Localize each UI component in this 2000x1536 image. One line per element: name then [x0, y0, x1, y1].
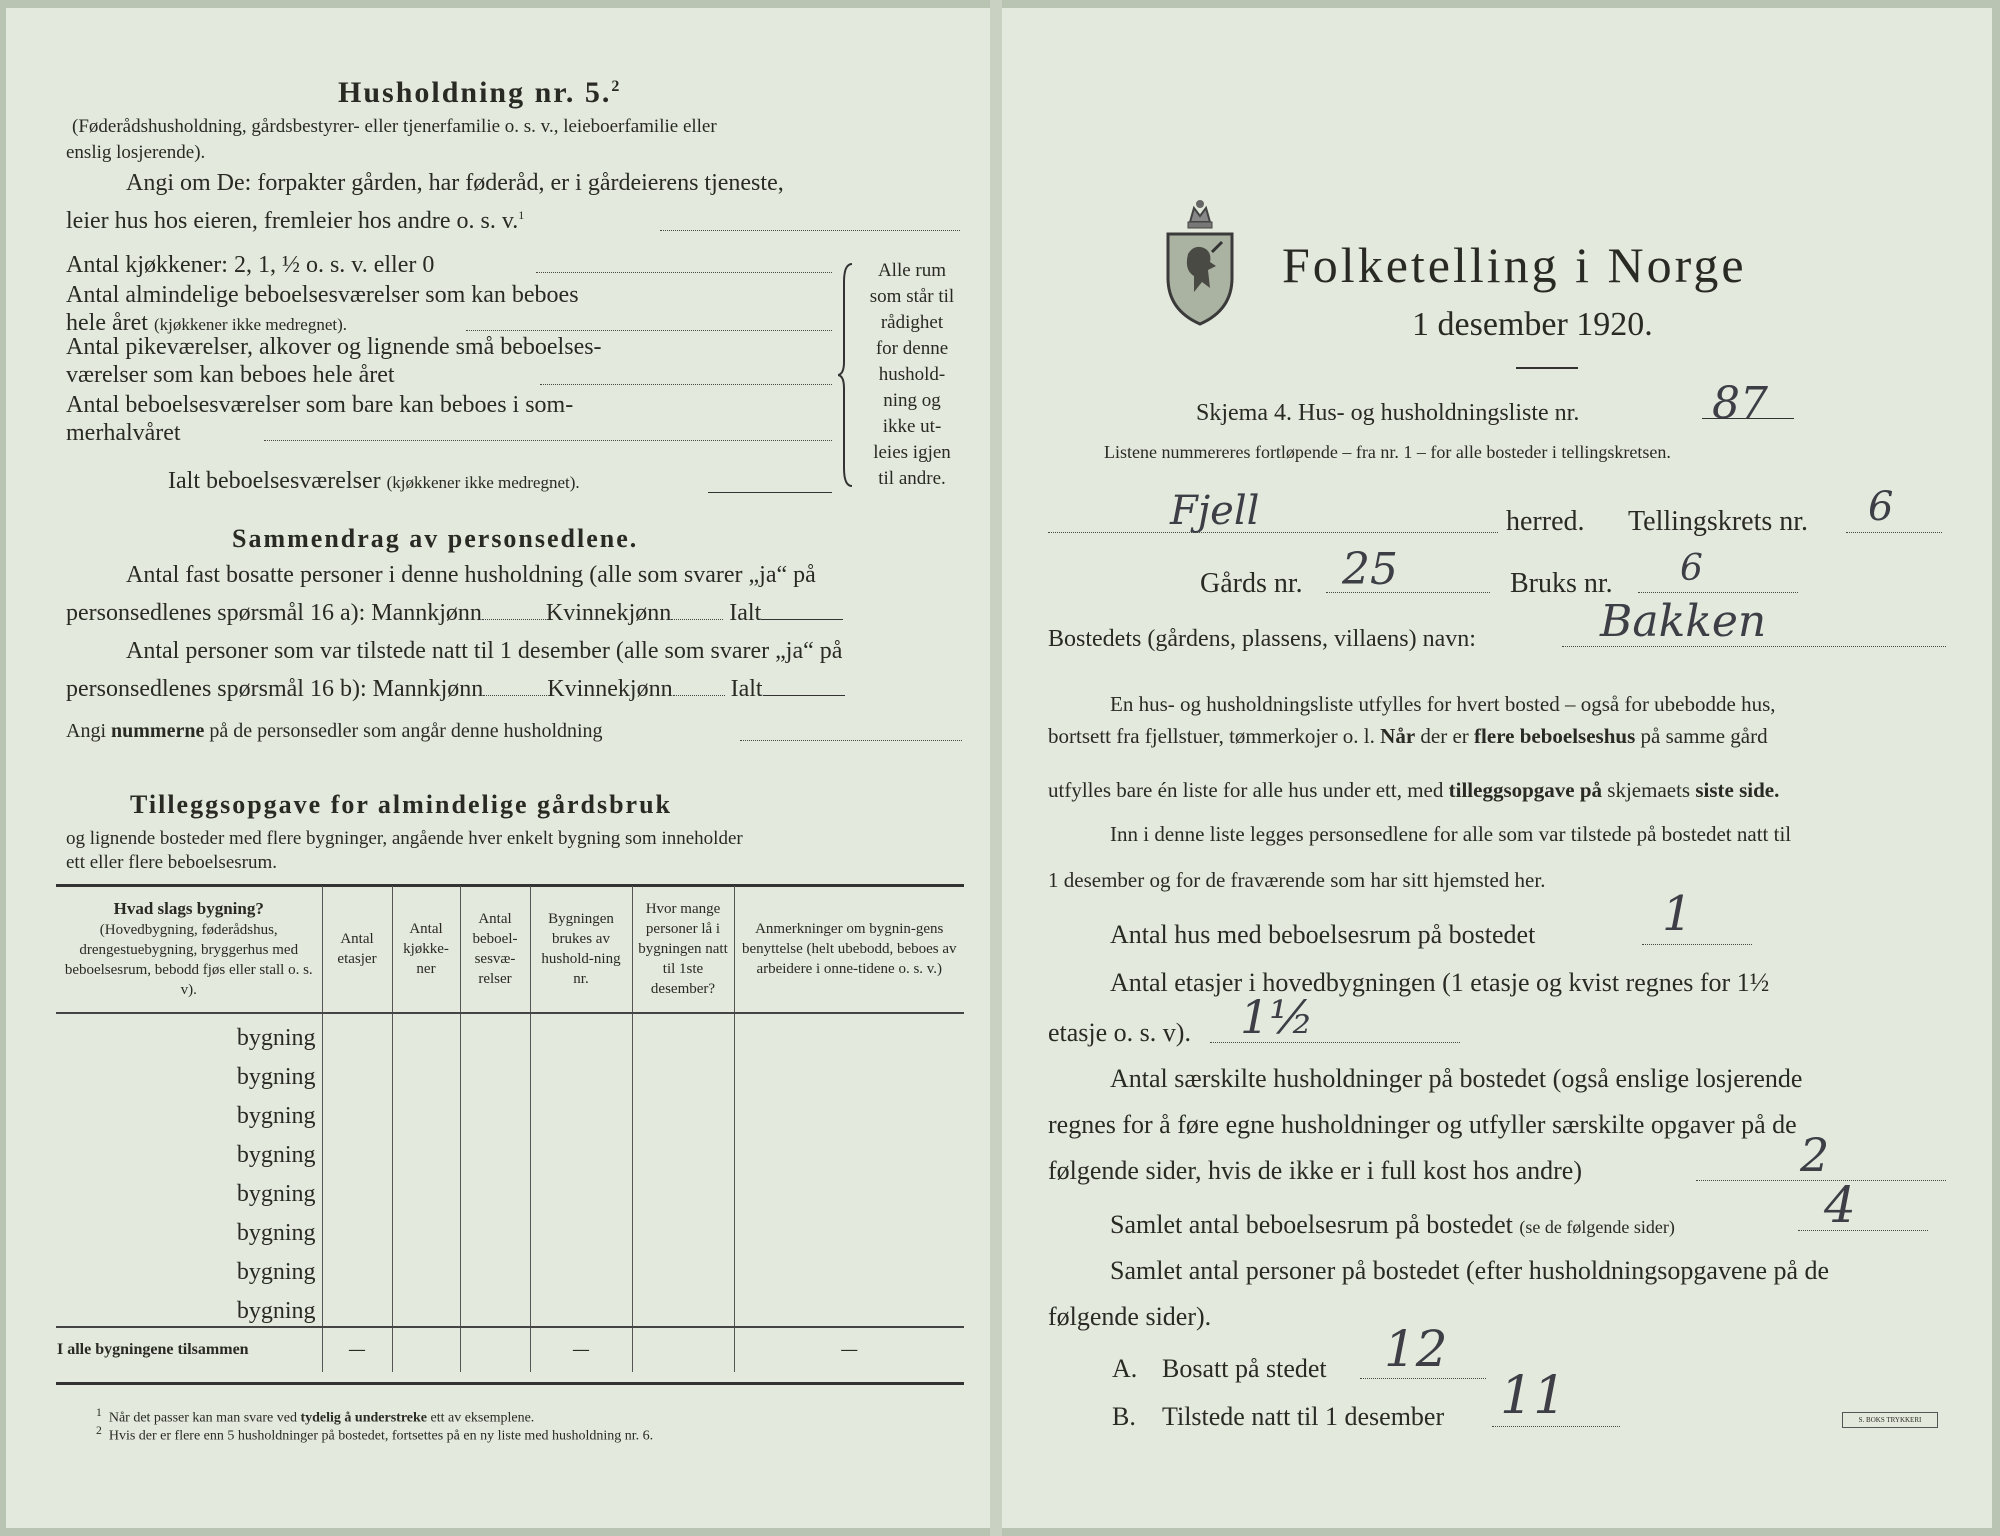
- saer-value: 2: [1800, 1128, 1830, 1182]
- table-row[interactable]: bygning: [56, 1170, 964, 1209]
- title-divider: [1516, 367, 1578, 369]
- skjema-label: Skjema 4. Hus- og husholdningsliste nr.: [1196, 400, 1580, 426]
- samlet-pers-label-1: Samlet antal personer på bostedet (efter husholdningsopgavene på de: [1110, 1256, 1830, 1285]
- b-value: 11: [1500, 1366, 1567, 1426]
- samlet-pers-label-2: følgende sider).: [1048, 1302, 1212, 1331]
- a-label: A.: [1112, 1354, 1138, 1383]
- alm-line[interactable]: [466, 330, 832, 331]
- tillegg-heading: Tilleggsopgave for almindelige gårdsbruk: [130, 790, 673, 819]
- nummerne-line[interactable]: [740, 740, 962, 741]
- instr-p1-1: En hus- og husholdningsliste utfylles for hvert bosted – også for ubebodde hus,: [1110, 692, 1776, 716]
- alm-label-1: Antal almindelige beboelsesværelser som kan beboes: [66, 282, 579, 308]
- table-row[interactable]: bygning: [56, 1013, 964, 1053]
- pike-line[interactable]: [540, 384, 832, 385]
- building-table: [56, 886, 964, 1372]
- sommer-line[interactable]: [264, 440, 832, 441]
- summary-heading: Sammendrag av personsedlene.: [232, 524, 639, 553]
- census-date: 1 desember 1920.: [1412, 306, 1653, 343]
- ialt-rooms-line[interactable]: [708, 492, 832, 493]
- etasjer-label-2: etasje o. s. v).: [1048, 1018, 1191, 1047]
- table-bottom-rule: [56, 1382, 964, 1385]
- total-label: I alle bygningene tilsammen: [56, 1327, 322, 1372]
- a-text: Bosatt på stedet: [1162, 1354, 1327, 1383]
- col-header-anmerkninger: Anmerkninger om bygnin-gens benyttelse (helt ubebodd, beboes av arbeidere i onne-tidene o. s. v.): [734, 886, 964, 1013]
- tillegg-text-2: ett eller flere beboelsesrum.: [66, 852, 278, 873]
- alm-label-2: hele året (kjøkkener ikke medregnet).: [66, 310, 347, 336]
- herred-value: Fjell: [1170, 488, 1260, 534]
- kjokkener-label: Antal kjøkkener: 2, 1, ½ o. s. v. eller 0: [66, 252, 435, 278]
- table-row[interactable]: bygning: [56, 1248, 964, 1287]
- instr-p2-2: 1 desember og for de fraværende som har sitt hjemsted her.: [1048, 868, 1546, 892]
- samlet-rum-label: Samlet antal beboelsesrum på bostedet (se de følgende sider): [1110, 1210, 1675, 1239]
- bruks-label: Bruks nr.: [1510, 568, 1613, 599]
- gards-label: Gårds nr.: [1200, 568, 1303, 599]
- table-row[interactable]: bygning: [56, 1092, 964, 1131]
- krets-line[interactable]: [1846, 532, 1942, 533]
- fast-line-1: Antal fast bosatte personer i denne husholdning (alle som svarer „ja“ på: [126, 562, 816, 588]
- a-value: 12: [1384, 1320, 1448, 1378]
- col-header-kjokkener: Antal kjøkke-ner: [392, 886, 460, 1013]
- tilstede-line-2: personsedlenes spørsmål 16 b): Mannkjønn Kvinnekjønn Ialt: [66, 676, 845, 703]
- col-header-type: Hvad slags bygning? (Hovedbygning, føderådshus, drengestuebygning, bryggerhus med beboelsesrum, bebodd fjøs eller stall o. s. v).: [56, 886, 322, 1013]
- sommer-label-1: Antal beboelsesværelser som bare kan beboes i som-: [66, 392, 574, 418]
- herred-label: herred.: [1506, 506, 1585, 537]
- saer-label-3: følgende sider, hvis de ikke er i full kost hos andre): [1048, 1156, 1582, 1185]
- table-row[interactable]: bygning: [56, 1053, 964, 1092]
- bosted-value: Bakken: [1600, 596, 1767, 647]
- etasjer-value: 1½: [1240, 990, 1314, 1044]
- kjokkener-line[interactable]: [536, 272, 832, 273]
- saer-label-1: Antal særskilte husholdninger på bostedet (også enslige losjerende: [1110, 1064, 1803, 1093]
- footnote-1: $^1$ Når det passer kan man svare ved tydelig å understreke ett av eksemplene.: [96, 1406, 535, 1426]
- page-gutter: [990, 0, 1002, 1536]
- instr-p1-2: bortsett fra fjellstuer, tømmerkojer o. l. Når der er flere beboelseshus på samme gård: [1048, 724, 1768, 748]
- household-title: Husholdning nr. 5.$^2$: [338, 76, 622, 109]
- angi-answer-line[interactable]: [660, 230, 960, 231]
- ialt-rooms-label: Ialt beboelsesværelser (kjøkkener ikke medregnet).: [168, 468, 580, 494]
- a-line[interactable]: [1360, 1378, 1486, 1379]
- household-subtitle-2: enslig losjerende).: [66, 142, 206, 163]
- instr-p2-1: Inn i denne liste legges personsedlene for alle som var tilstede på bostedet natt til: [1110, 822, 1792, 846]
- samlet-rum-line[interactable]: [1798, 1230, 1928, 1231]
- footnote-2: $^2$ Hvis der er flere enn 5 husholdninger på bostedet, fortsettes på en ny liste med husholdning nr. 6.: [96, 1424, 654, 1444]
- census-title: Folketelling i Norge: [1282, 237, 1747, 293]
- table-row[interactable]: bygning: [56, 1209, 964, 1248]
- household-subtitle-1: (Føderådshusholdning, gårdsbestyrer- eller tjenerfamilie o. s. v., leieboerfamilie eller: [72, 116, 717, 137]
- curly-brace: [838, 262, 858, 488]
- pike-label-2: værelser som kan beboes hele året: [66, 362, 395, 388]
- norway-coat-of-arms-icon: [1160, 192, 1240, 328]
- angi-line-1: Angi om De: forpakter gården, har føderåd, er i gårdeierens tjeneste,: [126, 170, 784, 196]
- side-note: Alle rum som står til rådighet for denne hushold- ning og ikke ut- leies igjen til andre.: [869, 260, 955, 489]
- table-row[interactable]: bygning: [56, 1287, 964, 1327]
- sommer-label-2: merhalvåret: [66, 420, 181, 446]
- pike-label-1: Antal pikeværelser, alkover og lignende små beboelses-: [66, 334, 602, 360]
- instr-p1-3: utfylles bare én liste for alle hus under ett, med tilleggsopgave på skjemaets siste side.: [1048, 778, 1780, 802]
- krets-value: 6: [1868, 484, 1894, 530]
- samlet-rum-value: 4: [1824, 1176, 1856, 1234]
- bosted-label: Bostedets (gårdens, plassens, villaens) navn:: [1048, 626, 1476, 652]
- b-text: Tilstede natt til 1 desember: [1162, 1402, 1445, 1431]
- bruks-line[interactable]: [1638, 592, 1798, 593]
- etasjer-label-1: Antal etasjer i hovedbygningen (1 etasje og kvist regnes for 1½: [1110, 968, 1770, 997]
- bruks-value: 6: [1680, 548, 1703, 589]
- b-label: B.: [1112, 1402, 1136, 1431]
- table-row[interactable]: bygning: [56, 1131, 964, 1170]
- tillegg-text-1: og lignende bosteder med flere bygninger, angående hver enkelt bygning som inneholder: [66, 828, 743, 849]
- angi-line-2: leier hus hos eieren, fremleier hos andre o. s. v.$^1$: [66, 208, 525, 234]
- gards-value: 25: [1342, 544, 1398, 595]
- col-header-etasjer: Antal etasjer: [322, 886, 392, 1013]
- tilstede-line-1: Antal personer som var tilstede natt til 1 desember (alle som svarer „ja“ på: [126, 638, 843, 664]
- saer-label-2: regnes for å føre egne husholdninger og utfyller særskilte opgaver på de: [1048, 1110, 1797, 1139]
- col-header-personer: Hvor mange personer lå i bygningen natt til 1ste desember?: [632, 886, 734, 1013]
- krets-label: Tellingskrets nr.: [1628, 506, 1809, 537]
- angi-nummerne: Angi nummerne på de personsedler som angår denne husholdning: [66, 720, 603, 742]
- col-header-beboelsesvaerelser: Antal beboel-sesvæ-relser: [460, 886, 530, 1013]
- fast-line-2: personsedlenes spørsmål 16 a): Mannkjønn Kvinnekjønn Ialt: [66, 600, 843, 627]
- col-header-husholdning: Bygningen brukes av hushold-ning nr.: [530, 886, 632, 1013]
- hus-line[interactable]: [1642, 944, 1752, 945]
- b-line[interactable]: [1492, 1426, 1620, 1427]
- herred-line[interactable]: [1048, 532, 1498, 533]
- hus-label: Antal hus med beboelsesrum på bostedet: [1110, 920, 1536, 949]
- table-total-row: I alle bygningene tilsammen — — —: [56, 1327, 964, 1372]
- table-header-row: [56, 886, 964, 1013]
- hus-value: 1: [1662, 886, 1693, 942]
- listene-note: Listene nummereres fortløpende – fra nr. 1 – for alle bosteder i tellingskretsen.: [1104, 442, 1671, 462]
- skjema-nr-value: 87: [1712, 378, 1768, 429]
- printer-stamp: S. BOKS TRYKKERI: [1842, 1412, 1938, 1428]
